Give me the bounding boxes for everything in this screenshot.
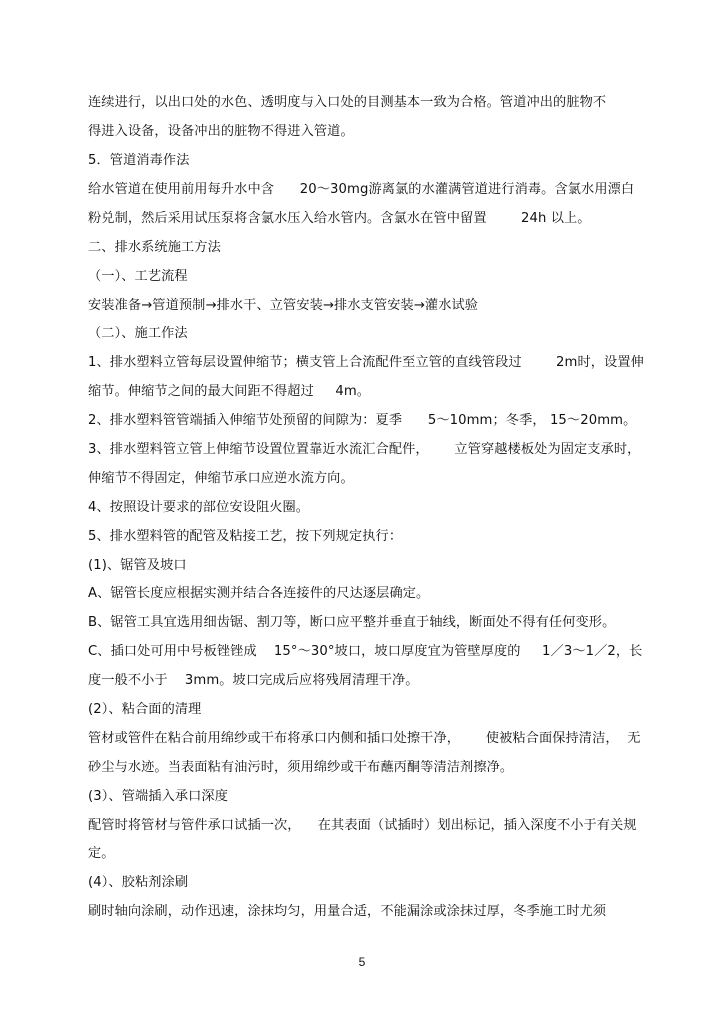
text-line: C、插口处可用中号板锉锉成 15°～30°坡口，坡口厚度宜为管壁厚度的 1／3～1／2，长 <box>88 644 643 659</box>
text-line: 安装准备→管道预制→排水干、立管安装→排水支管安装→灌水试验 <box>88 298 479 313</box>
subsection-heading: （一）、工艺流程 <box>88 269 188 284</box>
subsection-heading: (2）、粘合面的清理 <box>88 702 202 717</box>
text-line: 缩节。伸缩节之间的最大间距不得超过 4m。 <box>88 384 371 399</box>
subsection-heading: （二）、施工作法 <box>88 326 188 341</box>
text-line: A、锯管长度应根据实测并结合各连接件的尺达逐层确定。 <box>88 586 430 601</box>
page-number: 5 <box>358 955 366 969</box>
text-line: 5、排水塑料管的配管及粘接工艺，按下列规定执行： <box>88 529 403 544</box>
text-line: 2、排水塑料管管端插入伸缩节处预留的间隙为：夏季 5～10mm；冬季， 15～20mm。 <box>88 413 637 428</box>
text-line: 1、排水塑料立管每层设置伸缩节；横支管上合流配件至立管的直线管段过 2m时，设置伸 <box>88 355 644 370</box>
text-line: 度一般不小于 3mm。坡口完成后应将残屑清理干净。 <box>88 673 419 688</box>
subsection-heading: (4）、胶粘剂涂刷 <box>88 875 189 890</box>
text-line: 4、按照设计要求的部位安设阻火圈。 <box>88 500 310 515</box>
text-line: 砂尘与水迹。当表面粘有油污时，须用绵纱或干布蘸丙酮等清洁剂擦净。 <box>88 760 514 775</box>
text-line: 3、排水塑料管立管上伸缩节设置位置靠近水流汇合配件， 立管穿越楼板处为固定支承时， <box>88 442 641 457</box>
text-line: 定。 <box>88 846 115 861</box>
section-heading: 二、排水系统施工方法 <box>88 240 221 255</box>
text-line: 管材或管件在粘合前用绵纱或干布将承口内侧和插口处擦干净， 使被粘合面保持清洁， 无 <box>88 731 641 746</box>
text-line: 伸缩节不得固定，伸缩节承口应逆水流方向。 <box>88 471 354 486</box>
text-line: 粉兑制，然后采用试压泵将含氯水压入给水管内。含氯水在管中留置 24h 以上。 <box>88 211 591 226</box>
text-line: 得进入设备，设备冲出的脏物不得进入管道。 <box>88 124 354 139</box>
section-heading: 5．管道消毒作法 <box>88 153 190 168</box>
subsection-heading: (1)、锯管及坡口 <box>88 558 187 573</box>
text-line: B、锯管工具宜选用细齿锯、割刀等，断口应平整并垂直于轴线，断面处不得有任何变形。 <box>88 615 616 630</box>
text-line: 给水管道在使用前用每升水中含 20～30mg游离氯的水灌满管道进行消毒。含氯水用漂白 <box>88 182 635 197</box>
text-line: 刷时轴向涂刷，动作迅速，涂抹均匀，用量合适，不能漏涂或涂抹过厚，冬季施工时尤须 <box>88 904 607 919</box>
text-line: 连续进行，以出口处的水色、透明度与入口处的目测基本一致为合格。管道冲出的脏物不 <box>88 95 607 110</box>
text-line: 配管时将管材与管件承口试插一次， 在其表面（试插时）划出标记，插入深度不小于有关规 <box>88 818 637 833</box>
subsection-heading: (3）、管端插入承口深度 <box>88 789 229 804</box>
